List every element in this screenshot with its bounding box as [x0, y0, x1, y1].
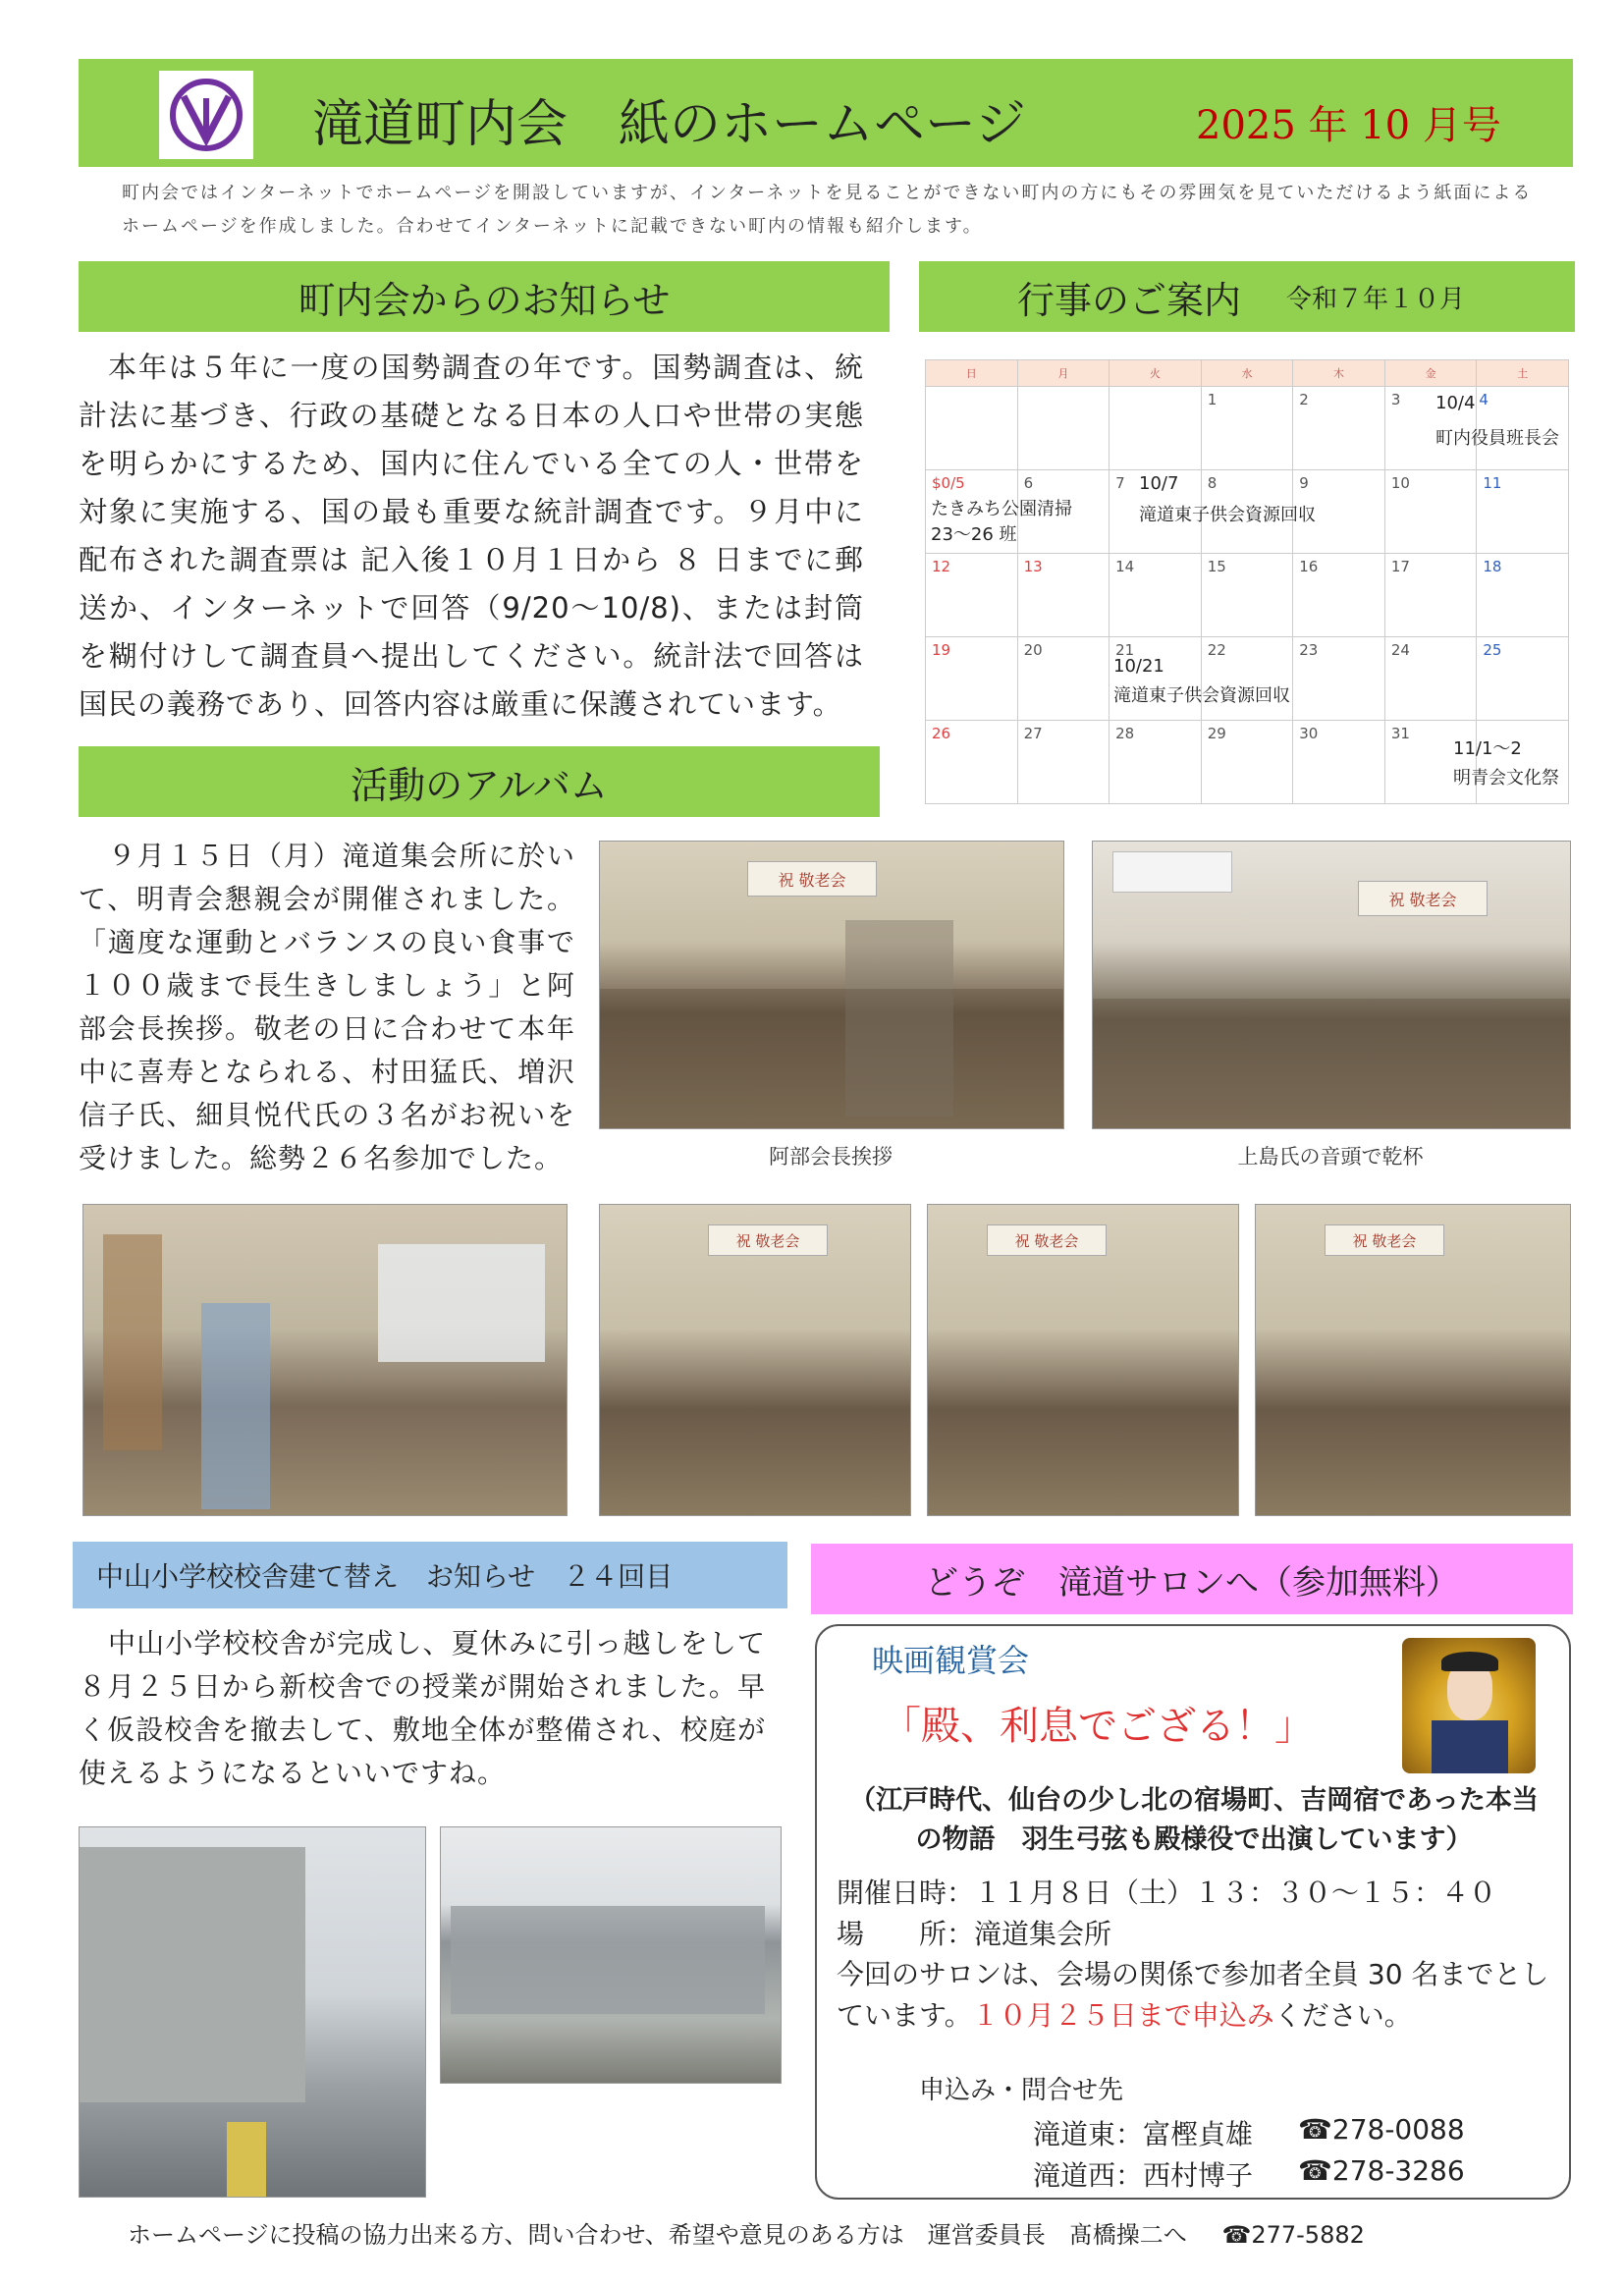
weekday-mon: 月 [1017, 360, 1110, 387]
photo-banner: 祝 敬老会 [1358, 881, 1488, 916]
photo-caption-2: 上島氏の音頭で乾杯 [1237, 1145, 1424, 1169]
logo-emblem-icon [168, 77, 244, 153]
album-body: ９月１５日（月）滝道集会所に於いて、明青会懇親会が開催されました。「適度な運動とバランスの良い食事で１００歳まで長生きしましょう」と阿部会長挨拶。敬老の日に合わせて本年中に喜寿となられる、村田猛氏、増沢信子氏、細貝悦代氏の３名がお祝いを受けました。総勢２６名参加でした。 [79, 840, 575, 1174]
photo-banner: 祝 敬老会 [708, 1224, 828, 1256]
calendar-day: 1 [1201, 387, 1293, 470]
calendar-day: 20 [1017, 637, 1110, 721]
photo-speech [82, 1204, 568, 1516]
salon-description: （江戸時代、仙台の少し北の宿場町、吉岡宿であった本当の物語 羽生弓弦も殿様役で出演しています） [849, 1785, 1539, 1855]
calendar-day: 6 [1017, 470, 1110, 554]
calendar-day: 19 [926, 637, 1018, 721]
calendar-week [926, 637, 1569, 721]
calendar-day: 16 [1293, 554, 1385, 637]
event-note-nov1-date: 11/1～2 [1453, 738, 1522, 759]
calendar-week [926, 554, 1569, 637]
photo-caption-1: 阿部会長挨拶 [769, 1145, 893, 1169]
calendar-day: 4 [1477, 387, 1569, 470]
calendar-day: 3 [1384, 387, 1477, 470]
salon-movie-title: 「殿、利息でござる！」 [882, 1704, 1314, 1749]
weekday-sun: 日 [926, 360, 1018, 387]
weekday-tue: 火 [1110, 360, 1202, 387]
calendar-day: $0/5 [926, 470, 1018, 554]
footer [128, 2215, 1522, 2250]
school-title: 中山小学校校舎建て替え お知らせ ２４回目 [73, 1542, 787, 1608]
salon-datetime: 開催日時：１１月８日（土）１３：３０～１５：４０ [837, 1877, 1497, 1909]
calendar-week [926, 721, 1569, 804]
calendar-day: 23 [1293, 637, 1385, 721]
calendar-day: 27 [1017, 721, 1110, 804]
events-title-band [919, 261, 1575, 332]
photo-banner: 祝 敬老会 [987, 1224, 1107, 1256]
page-title: 滝道町内会 紙のホームページ [312, 95, 1026, 154]
salon-contact2-name: 滝道西：西村博子 [1033, 2159, 1254, 2192]
calendar-day: 24 [1384, 637, 1477, 721]
school-body: 中山小学校校舎が完成し、夏休みに引っ越しをして８月２５日から新校舎での授業が開始されました。早く仮設校舎を撤去して、敷地全体が整備され、校庭が使えるようになるといいですね。 [79, 1627, 766, 1789]
movie-poster-image [1402, 1638, 1536, 1773]
salon-contact-label: 申込み・問合せ先 [919, 2076, 1124, 2105]
logo [159, 71, 253, 159]
salon-title: どうぞ 滝道サロンへ（参加無料） [811, 1544, 1573, 1614]
salon-contact2-phone: ☎278-3286 [1298, 2154, 1465, 2187]
event-note-nov1-text: 明青会文化祭 [1453, 768, 1559, 789]
photo-banner: 祝 敬老会 [1325, 1224, 1444, 1256]
salon-deadline-suffix: ください。 [1273, 1999, 1412, 2032]
calendar-weekday-row [926, 360, 1569, 387]
event-note-oct5-line2: 23～26 班 [931, 524, 1017, 545]
footer-text: ホームページに投稿の協力出来る方、問い合わせ、希望や意見のある方は 運営委員長 髙橋操二へ [128, 2221, 1187, 2249]
calendar-day: 13 [1017, 554, 1110, 637]
calendar-day: 21 [1110, 637, 1202, 721]
events-subtitle: 令和７年１０月 [1286, 284, 1466, 314]
calendar-day: 26 [926, 721, 1018, 804]
calendar-day: 10 [1384, 470, 1477, 554]
calendar-day: 8 [1201, 470, 1293, 554]
calendar-day [1110, 387, 1202, 470]
salon-contact1-name: 滝道東：富樫貞雄 [1033, 2118, 1254, 2150]
notice-body: 本年は５年に一度の国勢調査の年です。国勢調査は、統計法に基づき、行政の基礎となる日本の人口や世帯の実態を明らかにするため、国内に住んでいる全ての人・世帯を対象に実施する、国の最も重要な統計調査です。９月中に配布された調査票は 記入後１０月１日から ８ 日までに郵送か、インターネットで回答（9/20～10/8)、または封筒を糊付けして調査員へ提出してください。統計法で回答は国民の義務であり、回答内容は厳重に保護されています。 [79, 351, 864, 721]
event-note-oct7-date: 10/7 [1139, 473, 1179, 494]
calendar-day: 18 [1477, 554, 1569, 637]
event-note-oct4-date: 10/4 [1435, 393, 1476, 413]
calendar-day: 2 [1293, 387, 1385, 470]
footer-phone: ☎277-5882 [1221, 2221, 1365, 2249]
photo-celebration-2 [927, 1204, 1239, 1516]
photo-celebration-1 [599, 1204, 911, 1516]
event-note-oct21-date: 10/21 [1113, 656, 1164, 677]
event-note-oct21-text: 滝道東子供会資源回収 [1113, 685, 1290, 706]
calendar-day: 12 [926, 554, 1018, 637]
calendar-day: 9 [1293, 470, 1385, 554]
weekday-thu: 木 [1293, 360, 1385, 387]
photo-school-side [79, 1826, 426, 2198]
calendar-day: 15 [1201, 554, 1293, 637]
event-note-oct5-line1: たきみち公園清掃 [931, 499, 1072, 519]
photo-toast [1092, 841, 1571, 1129]
events-title: 行事のご案内 [1017, 278, 1242, 322]
calendar-day: 30 [1293, 721, 1385, 804]
issue-date: 2025 年 10 月号 [1196, 103, 1501, 148]
calendar-day: 31 [1384, 721, 1477, 804]
weekday-sat: 土 [1477, 360, 1569, 387]
calendar-day: 14 [1110, 554, 1202, 637]
calendar-day: 7 [1110, 470, 1202, 554]
salon-deadline: １０月２５日まで申込み [971, 1999, 1274, 2032]
salon-event-name: 映画観賞会 [872, 1642, 1030, 1679]
salon-contact1-phone: ☎278-0088 [1298, 2113, 1465, 2146]
calendar-day [926, 387, 1018, 470]
event-note-oct4-text: 町内役員班長会 [1435, 428, 1559, 449]
photo-celebration-3 [1255, 1204, 1571, 1516]
event-note-oct7-text: 滝道東子供会資源回収 [1139, 505, 1316, 525]
weekday-wed: 水 [1201, 360, 1293, 387]
album-title: 活動のアルバム [79, 746, 880, 817]
photo-school-front [440, 1826, 782, 2084]
calendar-day: 11 [1477, 470, 1569, 554]
salon-capacity-note [837, 1954, 1549, 2037]
calendar-day: 29 [1201, 721, 1293, 804]
calendar-day [1017, 387, 1110, 470]
calendar-day: 28 [1110, 721, 1202, 804]
photo-banner: 祝 敬老会 [747, 861, 877, 897]
calendar-day [1477, 721, 1569, 804]
calendar-day: 25 [1477, 637, 1569, 721]
salon-place: 場 所：滝道集会所 [837, 1918, 1112, 1950]
calendar-day: 22 [1201, 637, 1293, 721]
salon-capacity-text: 今回のサロンは、会場の関係で参加者全員 30 名までとしています。 [837, 1958, 1549, 2032]
notice-title: 町内会からのお知らせ [79, 261, 890, 332]
photo-chairman-greeting [599, 841, 1064, 1129]
weekday-fri: 金 [1384, 360, 1477, 387]
intro-text: 町内会ではインターネットでホームページを開設していますが、インターネットを見ることができない町内の方にもその雰囲気を見ていただけるよう紙面によるホームページを作成しました。合わせてインターネットに記載できない町内の情報も紹介します。 [122, 183, 1533, 237]
calendar-day: 17 [1384, 554, 1477, 637]
